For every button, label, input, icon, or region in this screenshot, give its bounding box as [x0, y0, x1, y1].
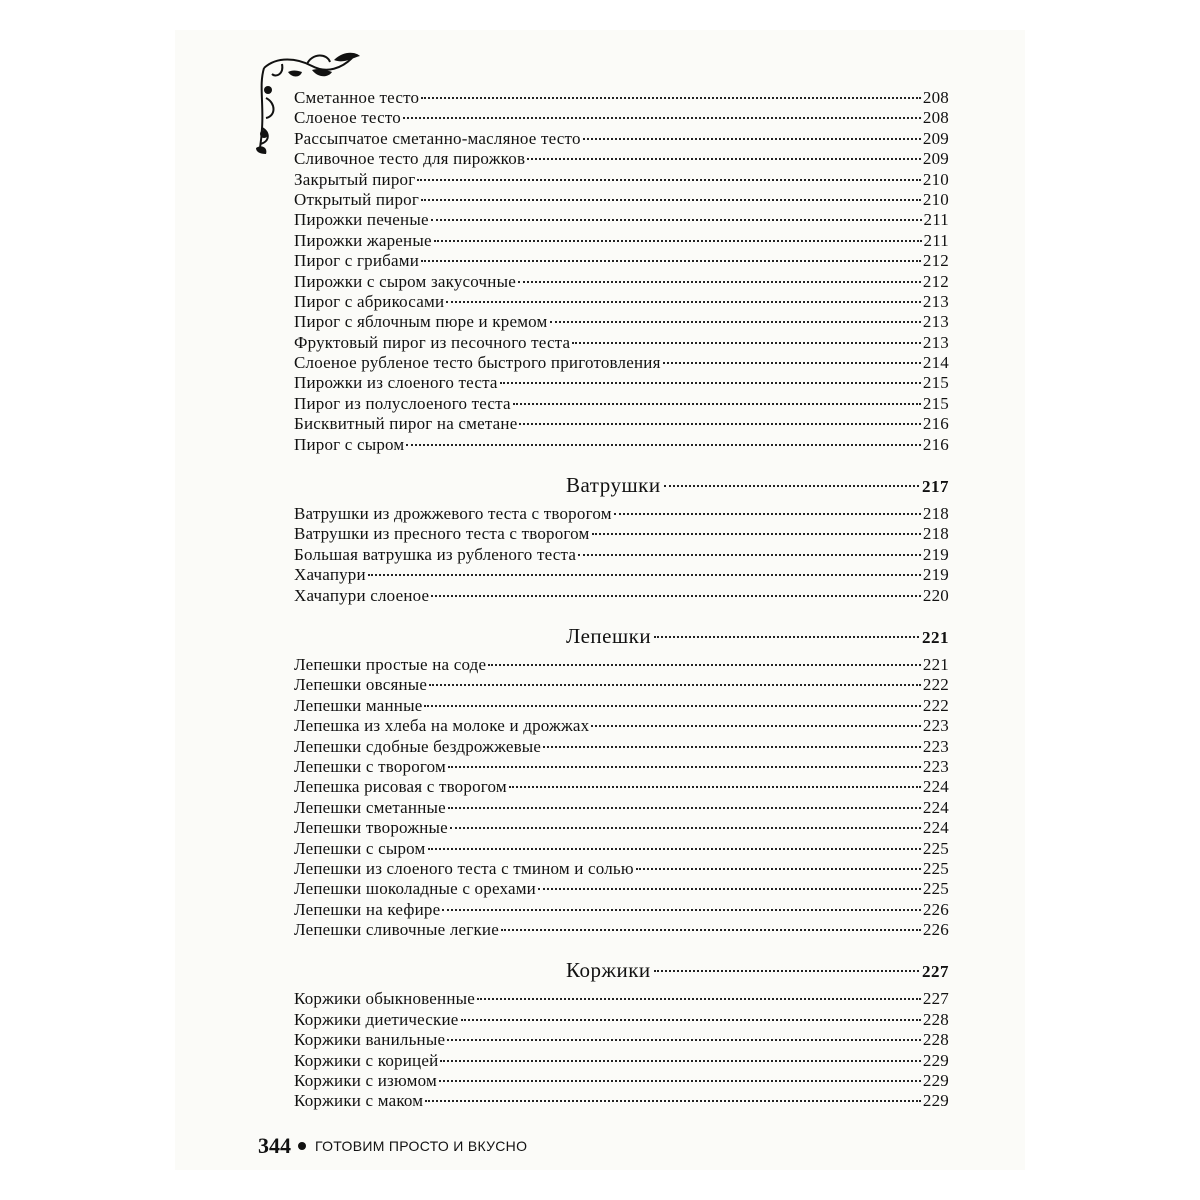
- section-heading: [566, 958, 949, 983]
- entry-page: 226: [922, 920, 949, 940]
- toc-entry: [294, 879, 949, 899]
- entry-page: 223: [922, 756, 949, 776]
- toc-entry: [294, 353, 949, 373]
- entry-page: 213: [922, 312, 949, 332]
- entry-page: 226: [922, 899, 949, 919]
- entry-page: 223: [922, 716, 949, 736]
- toc-entry: [294, 900, 949, 920]
- entry-title: Ватрушки из пресного теста с творогом: [294, 524, 590, 544]
- toc-entry: [294, 190, 949, 210]
- entry-page: 228: [922, 1030, 949, 1050]
- dot-leader: [417, 178, 920, 181]
- entry-title: Лепешка рисовая с творогом: [294, 777, 507, 797]
- section-heading-page: 221: [922, 627, 949, 647]
- entry-page: 219: [922, 544, 949, 564]
- dot-leader: [431, 594, 921, 597]
- entry-page: 225: [922, 879, 949, 899]
- section-heading-page: 217: [922, 477, 949, 497]
- entry-title: Сметанное тесто: [294, 88, 420, 107]
- entry-title: Лепешки из слоеного теста с тмином и солью: [294, 858, 634, 878]
- dot-leader: [583, 137, 921, 140]
- toc-entry: [294, 757, 949, 777]
- entry-page: 212: [922, 271, 949, 291]
- entry-title: Лепешки манные: [294, 695, 423, 715]
- dot-leader: [421, 259, 921, 262]
- entry-title: Хачапури слоеное: [294, 585, 430, 605]
- dot-leader: [429, 683, 921, 686]
- toc-entry: [294, 696, 949, 716]
- entry-title: Хачапури: [294, 565, 366, 585]
- dot-leader: [442, 908, 921, 911]
- toc-entry: [294, 524, 949, 544]
- entry-title: Рассыпчатое сметанно-масляное тесто: [294, 128, 581, 148]
- entry-title: Пирожки печеные: [294, 210, 429, 230]
- entry-page: 211: [923, 230, 949, 250]
- entry-page: 225: [922, 838, 949, 858]
- dot-leader: [450, 826, 921, 829]
- entry-page: 229: [922, 1050, 949, 1070]
- toc-entry: [294, 859, 949, 879]
- entry-title: Пирог с сыром: [294, 434, 405, 454]
- entry-title: Лепешки с творогом: [294, 756, 447, 776]
- toc-entry: [294, 312, 949, 332]
- entry-title: Пирог с абрикосами: [294, 291, 445, 311]
- dot-leader: [538, 887, 921, 890]
- entry-page: 210: [922, 189, 949, 209]
- entry-page: 212: [922, 251, 949, 271]
- toc-entry: [294, 989, 949, 1009]
- running-title: ГОТОВИМ ПРОСТО И ВКУСНО: [315, 1138, 528, 1154]
- bullet-icon: [298, 1142, 306, 1150]
- entry-title: Пирожки жареные: [294, 230, 432, 250]
- entry-title: Лепешки с сыром: [294, 838, 426, 858]
- toc-entry: [294, 1051, 949, 1071]
- section-heading-title: Ватрушки: [566, 473, 661, 498]
- dot-leader: [431, 218, 922, 221]
- dot-leader: [654, 635, 919, 638]
- entry-title: Закрытый пирог: [294, 169, 416, 189]
- entry-title: Лепешки шоколадные с орехами: [294, 879, 536, 899]
- section-gap: [294, 1112, 949, 1116]
- entry-page: 218: [922, 504, 949, 524]
- entry-title: Коржики с корицей: [294, 1050, 439, 1070]
- entry-page: 224: [922, 777, 949, 797]
- entry-title: Лепешки на кефире: [294, 899, 441, 919]
- entry-page: 221: [922, 654, 949, 674]
- dot-leader: [614, 512, 921, 515]
- entry-page: 208: [922, 108, 949, 128]
- entry-title: Лепешки сметанные: [294, 797, 446, 817]
- dot-leader: [434, 239, 922, 242]
- toc-entry: [294, 414, 949, 434]
- toc-entry: [294, 88, 949, 108]
- entry-page: 216: [922, 414, 949, 434]
- toc-entry: [294, 272, 949, 292]
- dot-leader: [448, 806, 921, 809]
- entry-title: Большая ватрушка из рубленого теста: [294, 544, 577, 564]
- entry-title: Лепешки сдобные бездрожжевые: [294, 736, 542, 756]
- entry-title: Лепешка из хлеба на молоке и дрожжах: [294, 716, 590, 736]
- entry-title: Открытый пирог: [294, 189, 420, 209]
- toc-entry: [294, 108, 949, 128]
- toc-entry: [294, 737, 949, 757]
- entry-title: Лепешки творожные: [294, 818, 448, 838]
- entry-title: Слоеное рубленое тесто быстрого приготовления: [294, 353, 661, 373]
- entry-page: 211: [923, 210, 949, 230]
- entry-title: Пирожки с сыром закусочные: [294, 271, 516, 291]
- entry-page: 214: [922, 353, 949, 373]
- entry-page: 208: [922, 88, 949, 107]
- entry-page: 213: [922, 291, 949, 311]
- dot-leader: [368, 573, 921, 576]
- dot-leader: [527, 157, 921, 160]
- toc-entry: [294, 129, 949, 149]
- section-heading: [566, 473, 949, 498]
- entry-title: Пирог из полуслоеного теста: [294, 393, 511, 413]
- toc-entry: [294, 1030, 949, 1050]
- toc-entry: [294, 920, 949, 940]
- section-heading-title: Коржики: [566, 958, 651, 983]
- entry-title: Пирог с грибами: [294, 251, 420, 271]
- toc-entry: [294, 435, 949, 455]
- toc-entry: [294, 170, 949, 190]
- entry-page: 224: [922, 818, 949, 838]
- entry-title: Лепешки простые на соде: [294, 654, 487, 674]
- entry-page: 225: [922, 858, 949, 878]
- toc-entry: [294, 545, 949, 565]
- dot-leader: [425, 1099, 921, 1102]
- dot-leader: [500, 381, 921, 384]
- dot-leader: [448, 765, 921, 768]
- entry-title: Пирог с яблочным пюре и кремом: [294, 312, 548, 332]
- entry-title: Коржики с изюмом: [294, 1071, 437, 1091]
- toc-entry: [294, 777, 949, 797]
- entry-page: 227: [922, 989, 949, 1009]
- dot-leader: [578, 553, 921, 556]
- dot-leader: [592, 532, 921, 535]
- toc-entry: [294, 210, 949, 230]
- toc-entry: [294, 818, 949, 838]
- entry-title: Коржики обыкновенные: [294, 989, 476, 1009]
- dot-leader: [447, 1038, 921, 1041]
- entry-title: Ватрушки из дрожжевого теста с творогом: [294, 504, 612, 524]
- entry-title: Пирожки из слоеного теста: [294, 373, 498, 393]
- entry-page: 222: [922, 675, 949, 695]
- toc-entry: [294, 675, 949, 695]
- dot-leader: [518, 280, 921, 283]
- dot-leader: [428, 847, 921, 850]
- toc-entry: [294, 231, 949, 251]
- toc-entry: [294, 655, 949, 675]
- entry-page: 220: [922, 585, 949, 605]
- entry-page: 209: [922, 128, 949, 148]
- entry-page: 229: [922, 1071, 949, 1091]
- toc-entry: [294, 504, 949, 524]
- toc-entry: [294, 798, 949, 818]
- dot-leader: [550, 320, 921, 323]
- entry-title: Коржики ванильные: [294, 1030, 446, 1050]
- entry-page: 228: [922, 1009, 949, 1029]
- dot-leader: [477, 997, 921, 1000]
- page-number: 344: [258, 1133, 291, 1158]
- dot-leader: [424, 704, 920, 707]
- section-heading-title: Лепешки: [566, 623, 652, 648]
- entry-page: 229: [922, 1091, 949, 1111]
- section-gap: [294, 455, 949, 459]
- table-of-contents: [294, 88, 949, 1116]
- dot-leader: [664, 484, 919, 487]
- dot-leader: [513, 402, 921, 405]
- dot-leader: [488, 663, 921, 666]
- dot-leader: [440, 1059, 921, 1062]
- toc-entry: [294, 1071, 949, 1091]
- dot-leader: [421, 96, 921, 99]
- toc-entry: [294, 292, 949, 312]
- toc-entry: [294, 373, 949, 393]
- dot-leader: [591, 724, 921, 727]
- dot-leader: [519, 422, 920, 425]
- entry-page: 223: [922, 736, 949, 756]
- entry-page: 218: [922, 524, 949, 544]
- entry-page: 215: [922, 373, 949, 393]
- toc-entry: [294, 1091, 949, 1111]
- toc-entry: [294, 394, 949, 414]
- dot-leader: [654, 969, 919, 972]
- entry-page: 209: [922, 149, 949, 169]
- entry-title: Бисквитный пирог на сметане: [294, 414, 518, 434]
- dot-leader: [439, 1079, 921, 1082]
- dot-leader: [461, 1018, 921, 1021]
- dot-leader: [572, 341, 921, 344]
- dot-leader: [421, 198, 921, 201]
- toc-entry: [294, 1010, 949, 1030]
- entry-page: 222: [922, 695, 949, 715]
- entry-page: 224: [922, 797, 949, 817]
- entry-title: Коржики с маком: [294, 1091, 424, 1111]
- page-footer: [258, 1133, 527, 1159]
- dot-leader: [663, 361, 921, 364]
- toc-entry: [294, 149, 949, 169]
- dot-leader: [446, 300, 921, 303]
- section-gap: [294, 940, 949, 944]
- dot-leader: [501, 928, 921, 931]
- entry-page: 219: [922, 565, 949, 585]
- toc-entry: [294, 565, 949, 585]
- entry-page: 210: [922, 169, 949, 189]
- toc-entry: [294, 586, 949, 606]
- entry-title: Фруктовый пирог из песочного теста: [294, 332, 571, 352]
- dot-leader: [636, 867, 921, 870]
- toc-entry: [294, 251, 949, 271]
- entry-page: 216: [922, 434, 949, 454]
- section-heading: [566, 624, 949, 649]
- dot-leader: [403, 116, 921, 119]
- entry-title: Лепешки сливочные легкие: [294, 920, 499, 940]
- entry-title: Коржики диетические: [294, 1009, 459, 1029]
- entry-page: 213: [922, 332, 949, 352]
- toc-entry: [294, 716, 949, 736]
- section-heading-page: 227: [922, 962, 949, 982]
- entry-title: Сливочное тесто для пирожков: [294, 149, 526, 169]
- entry-page: 215: [922, 393, 949, 413]
- toc-entry: [294, 839, 949, 859]
- toc-entry: [294, 333, 949, 353]
- dot-leader: [543, 745, 921, 748]
- entry-title: Слоеное тесто: [294, 108, 401, 128]
- dot-leader: [406, 443, 920, 446]
- section-gap: [294, 606, 949, 610]
- entry-title: Лепешки овсяные: [294, 675, 428, 695]
- dot-leader: [509, 785, 921, 788]
